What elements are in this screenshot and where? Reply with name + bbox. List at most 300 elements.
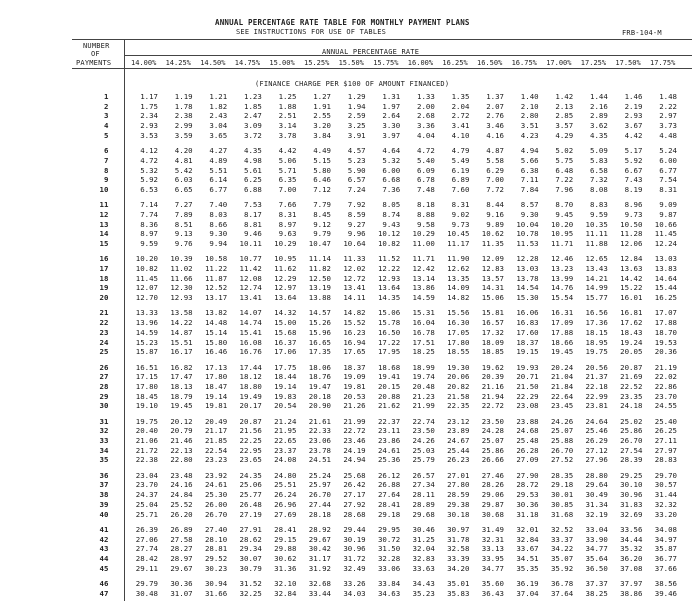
finance-charge-cell: 3.20 [313, 121, 331, 131]
finance-charge-cell: 12.84 [620, 254, 643, 264]
finance-charge-cell: 3.30 [382, 121, 401, 131]
finance-charge-cell: 13.41 [343, 283, 366, 293]
finance-charge-cell: 27.12 [585, 445, 608, 455]
finance-charge-cell: 27.92 [343, 499, 366, 509]
header-of-label: OF [91, 50, 100, 58]
finance-charge-cell: 24.94 [343, 455, 366, 465]
finance-charge-cell: 8.57 [520, 200, 539, 210]
finance-charge-cell: 30.79 [239, 563, 262, 573]
finance-charge-cell: 27.80 [447, 480, 470, 490]
finance-charge-cell: 26.66 [481, 455, 504, 465]
finance-charge-cell: 1.33 [417, 92, 435, 101]
finance-charge-cell: 4.48 [659, 130, 677, 140]
finance-charge-cell: 28.68 [343, 509, 366, 519]
finance-charge-cell: 3.53 [140, 130, 158, 140]
finance-charge-cell: 3.91 [347, 130, 366, 140]
finance-charge-cell: 35.32 [620, 544, 643, 554]
finance-charge-cell: 12.28 [516, 254, 539, 264]
finance-charge-cell: 1.27 [313, 92, 331, 101]
finance-charge-cell: 15.68 [274, 327, 297, 337]
finance-charge-cell: 9.12 [313, 219, 331, 229]
finance-charge-cell: 2.38 [174, 111, 193, 121]
finance-charge-cell: 18.09 [481, 337, 504, 347]
finance-charge-cell: 20.15 [377, 381, 401, 391]
header-bottom-rule [72, 68, 692, 69]
finance-charge-cell: 16.78 [412, 327, 435, 337]
finance-charge-cell: 12.74 [239, 283, 262, 293]
finance-charge-cell: 11.11 [585, 229, 608, 239]
finance-charge-cell: 28.83 [654, 455, 677, 465]
finance-charge-cell: 6.67 [624, 165, 643, 175]
finance-charge-cell: 24.61 [204, 480, 228, 490]
finance-charge-cell: 18.37 [516, 337, 539, 347]
finance-charge-cell: 8.31 [451, 200, 470, 210]
finance-charge-cell: 22.25 [239, 436, 262, 445]
table-row [0, 166, 700, 175]
finance-charge-cell: 27.91 [239, 524, 262, 534]
finance-charge-cell: 27.96 [585, 455, 608, 465]
finance-charge-cell: 19.45 [170, 401, 193, 411]
finance-charge-cell: 1.44 [590, 92, 608, 101]
finance-charge-cell: 9.09 [659, 200, 677, 210]
finance-charge-cell: 10.62 [481, 229, 504, 239]
finance-charge-cell: 10.95 [550, 229, 574, 239]
finance-charge-cell: 2.89 [590, 111, 608, 121]
payment-count: 45 [99, 563, 109, 573]
finance-charge-cell: 12.07 [135, 283, 158, 293]
finance-charge-cell: 4.35 [590, 130, 608, 140]
finance-charge-cell: 3.97 [382, 130, 401, 140]
finance-charge-cell: 3.59 [174, 130, 193, 140]
finance-charge-cell: 26.70 [620, 436, 643, 445]
table-row [0, 146, 700, 155]
finance-charge-cell: 19.24 [620, 337, 643, 347]
finance-charge-cell: 11.17 [447, 239, 470, 248]
finance-charge-cell: 7.36 [382, 184, 401, 194]
payment-count: 16 [99, 254, 109, 264]
finance-charge-cell: 13.83 [654, 264, 677, 273]
finance-charge-cell: 14.32 [274, 308, 297, 318]
finance-charge-cell: 27.58 [170, 534, 193, 544]
finance-charge-cell: 17.15 [135, 372, 158, 382]
finance-charge-cell: 35.35 [516, 563, 539, 573]
finance-charge-cell: 29.44 [343, 524, 366, 534]
table-row [0, 554, 700, 563]
finance-charge-cell: 23.23 [204, 455, 228, 465]
finance-charge-cell: 20.36 [654, 347, 677, 357]
finance-charge-cell: 20.54 [274, 401, 297, 411]
form-id: FRB-104-M [622, 29, 662, 37]
table-row [0, 500, 700, 509]
finance-charge-cell: 25.30 [204, 490, 228, 500]
finance-charge-cell: 4.35 [244, 146, 262, 156]
finance-charge-cell: 36.20 [620, 553, 643, 563]
finance-charge-cell: 35.60 [481, 578, 504, 588]
table-row [0, 102, 700, 111]
payment-count: 38 [99, 490, 109, 500]
finance-charge-cell: 8.70 [555, 200, 574, 210]
finance-charge-cell: 23.04 [135, 470, 158, 480]
finance-charge-cell: 9.02 [451, 209, 470, 219]
table-row [0, 392, 700, 401]
finance-charge-cell: 2.51 [278, 111, 297, 121]
finance-charge-cell: 13.96 [135, 318, 158, 328]
table-row [0, 200, 700, 209]
finance-charge-cell: 1.19 [174, 92, 193, 101]
finance-charge-cell: 9.59 [590, 209, 608, 219]
finance-charge-cell: 38.86 [620, 588, 643, 598]
finance-charge-cell: 21.19 [654, 362, 677, 372]
finance-charge-cell: 12.29 [274, 273, 297, 283]
finance-charge-cell: 22.64 [550, 391, 574, 401]
finance-charge-cell: 12.24 [654, 239, 677, 248]
finance-charge-cell: 16.31 [550, 308, 574, 318]
finance-charge-cell: 18.43 [620, 327, 643, 337]
finance-charge-cell: 18.12 [239, 372, 262, 382]
finance-charge-cell: 7.27 [174, 200, 193, 210]
finance-charge-cell: 26.29 [585, 436, 608, 445]
finance-charge-cell: 4.72 [140, 155, 158, 165]
payment-count: 21 [99, 308, 109, 318]
finance-charge-cell: 5.61 [244, 165, 262, 175]
finance-charge-cell: 4.79 [451, 146, 470, 156]
finance-charge-cell: 2.10 [520, 101, 539, 111]
finance-charge-cell: 23.78 [308, 445, 331, 455]
finance-charge-cell: 19.14 [274, 381, 297, 391]
finance-charge-cell: 16.56 [585, 308, 608, 318]
finance-charge-cell: 16.37 [274, 337, 297, 347]
finance-charge-cell: 10.29 [274, 239, 297, 248]
finance-charge-cell: 26.96 [274, 499, 297, 509]
finance-charge-cell: 32.83 [412, 553, 435, 563]
finance-charge-cell: 11.82 [308, 264, 331, 273]
finance-charge-cell: 24.51 [308, 455, 331, 465]
finance-charge-cell: 28.72 [516, 480, 539, 490]
finance-charge-cell: 25.36 [377, 455, 401, 465]
rate-header: 15.75% [373, 59, 399, 67]
finance-charge-cell: 14.21 [585, 273, 608, 283]
finance-charge-cell: 17.09 [550, 318, 574, 328]
finance-charge-cell: 28.59 [447, 490, 470, 500]
table-row [0, 264, 700, 273]
finance-charge-cell: 17.35 [308, 347, 331, 357]
finance-charge-cell: 4.20 [174, 146, 193, 156]
finance-charge-cell: 26.88 [377, 480, 401, 490]
finance-charge-cell: 5.15 [313, 155, 331, 165]
finance-charge-cell: 31.17 [308, 553, 331, 563]
finance-charge-cell: 2.16 [590, 101, 608, 111]
finance-charge-cell: 9.59 [140, 239, 158, 248]
payment-count: 35 [99, 455, 109, 465]
finance-charge-cell: 7.24 [347, 184, 366, 194]
finance-charge-cell: 8.36 [140, 219, 158, 229]
finance-charge-cell: 8.96 [624, 200, 643, 210]
finance-charge-cell: 22.74 [412, 416, 435, 426]
table-row [0, 564, 700, 573]
finance-charge-cell: 32.49 [343, 563, 366, 573]
finance-charge-cell: 25.51 [274, 480, 297, 490]
finance-charge-cell: 6.03 [174, 175, 193, 185]
finance-charge-cell: 31.07 [170, 588, 193, 598]
finance-charge-cell: 21.46 [170, 436, 193, 445]
finance-charge-cell: 20.24 [550, 362, 574, 372]
payment-count: 37 [99, 480, 109, 490]
finance-charge-cell: 35.23 [412, 588, 435, 598]
finance-charge-cell: 12.02 [343, 264, 366, 273]
finance-charge-cell: 8.59 [347, 209, 366, 219]
finance-charge-cell: 9.94 [209, 239, 228, 248]
finance-charge-cell: 27.69 [274, 509, 297, 519]
finance-charge-cell: 5.83 [590, 155, 608, 165]
table-row [0, 175, 700, 184]
finance-charge-cell: 31.83 [620, 499, 643, 509]
finance-charge-cell: 33.95 [481, 553, 504, 563]
finance-charge-cell: 28.18 [308, 509, 331, 519]
finance-charge-cell: 18.85 [481, 347, 504, 357]
finance-charge-cell: 20.17 [239, 401, 262, 411]
finance-charge-cell: 28.97 [170, 553, 193, 563]
finance-charge-cell: 8.44 [486, 200, 504, 210]
finance-charge-cell: 15.87 [135, 347, 158, 357]
finance-charge-cell: 15.06 [481, 293, 504, 303]
finance-charge-cell: 24.28 [481, 426, 504, 436]
finance-charge-cell: 18.55 [447, 347, 470, 357]
finance-charge-cell: 30.85 [550, 499, 574, 509]
finance-charge-cell: 20.05 [620, 347, 643, 357]
finance-charge-cell: 8.81 [244, 219, 262, 229]
finance-charge-cell: 14.82 [343, 308, 366, 318]
finance-charge-cell: 3.46 [486, 121, 504, 131]
finance-charge-cell: 30.01 [550, 490, 574, 500]
finance-charge-cell: 13.82 [204, 308, 228, 318]
finance-charge-cell: 24.08 [274, 455, 297, 465]
finance-charge-cell: 27.54 [620, 445, 643, 455]
finance-charge-cell: 21.62 [377, 401, 401, 411]
finance-charge-cell: 16.65 [308, 337, 331, 347]
finance-charge-cell: 34.63 [377, 588, 401, 598]
finance-charge-cell: 25.79 [412, 455, 435, 465]
finance-charge-cell: 28.62 [239, 534, 262, 544]
payment-count: 2 [104, 101, 109, 111]
payment-count: 22 [99, 318, 109, 328]
finance-charge-cell: 16.08 [239, 337, 262, 347]
finance-charge-cell: 17.75 [274, 362, 297, 372]
finance-charge-cell: 28.39 [620, 455, 643, 465]
finance-charge-cell: 2.80 [520, 111, 539, 121]
finance-charge-cell: 18.66 [550, 337, 574, 347]
finance-charge-cell: 27.64 [377, 490, 401, 500]
payment-count: 14 [99, 229, 109, 239]
finance-charge-cell: 3.65 [209, 130, 228, 140]
finance-charge-cell: 32.01 [516, 524, 539, 534]
finance-charge-cell: 28.26 [481, 480, 504, 490]
finance-charge-cell: 24.68 [516, 426, 539, 436]
finance-charge-cell: 29.11 [135, 563, 158, 573]
finance-charge-cell: 9.30 [209, 229, 228, 239]
finance-charge-cell: 10.11 [239, 239, 262, 248]
finance-charge-cell: 36.78 [550, 578, 574, 588]
finance-charge-cell: 23.50 [412, 426, 435, 436]
finance-charge-cell: 19.15 [516, 347, 539, 357]
finance-charge-cell: 18.45 [135, 391, 158, 401]
finance-charge-cell: 25.88 [550, 436, 574, 445]
finance-charge-cell: 6.00 [659, 155, 677, 165]
finance-charge-cell: 18.95 [585, 337, 608, 347]
payment-count: 44 [99, 553, 109, 563]
finance-charge-cell: 12.93 [170, 293, 193, 303]
finance-charge-cell: 21.50 [516, 381, 539, 391]
finance-charge-cell: 30.19 [343, 534, 366, 544]
finance-charge-cell: 19.83 [274, 391, 297, 401]
finance-charge-cell: 1.35 [451, 92, 470, 101]
finance-charge-cell: 26.12 [377, 470, 401, 480]
finance-charge-cell: 23.81 [585, 401, 608, 411]
payment-count: 41 [99, 524, 109, 534]
finance-charge-cell: 4.57 [347, 146, 366, 156]
finance-charge-cell: 26.20 [170, 509, 193, 519]
finance-charge-cell: 9.96 [347, 229, 366, 239]
table-row [0, 426, 700, 435]
finance-charge-cell: 13.23 [550, 264, 574, 273]
finance-charge-cell: 10.04 [516, 219, 539, 229]
finance-charge-cell: 30.97 [447, 524, 470, 534]
finance-charge-cell: 29.68 [412, 509, 435, 519]
payment-count: 24 [99, 337, 109, 347]
finance-charge-cell: 13.03 [516, 264, 539, 273]
finance-charge-cell: 29.88 [274, 544, 297, 554]
finance-charge-cell: 33.37 [550, 534, 574, 544]
finance-charge-cell: 9.16 [486, 209, 504, 219]
table-row [0, 220, 700, 229]
finance-charge-cell: 5.51 [209, 165, 228, 175]
finance-charge-cell: 7.40 [209, 200, 228, 210]
finance-charge-cell: 12.50 [308, 273, 331, 283]
finance-charge-cell: 4.64 [382, 146, 401, 156]
finance-charge-cell: 2.34 [140, 111, 158, 121]
finance-charge-cell: 17.47 [170, 372, 193, 382]
finance-charge-cell: 7.48 [417, 184, 435, 194]
finance-charge-cell: 34.97 [654, 534, 677, 544]
finance-charge-cell: 36.19 [516, 578, 539, 588]
table-row [0, 579, 700, 588]
finance-charge-cell: 5.17 [624, 146, 643, 156]
finance-charge-cell: 25.40 [654, 416, 677, 426]
finance-charge-cell: 17.36 [585, 318, 608, 328]
finance-charge-cell: 12.08 [239, 273, 262, 283]
finance-charge-cell: 2.68 [417, 111, 435, 121]
finance-charge-cell: 29.95 [377, 524, 401, 534]
finance-charge-cell: 20.06 [447, 372, 470, 382]
finance-charge-cell: 33.26 [343, 578, 366, 588]
finance-charge-cell: 16.23 [343, 327, 366, 337]
finance-charge-cell: 7.84 [520, 184, 539, 194]
payment-count: 11 [99, 200, 109, 210]
finance-charge-cell: 36.43 [481, 588, 504, 598]
finance-charge-cell: 10.35 [585, 219, 608, 229]
finance-charge-cell: 8.83 [590, 200, 608, 210]
finance-charge-cell: 13.78 [516, 273, 539, 283]
table-row [0, 185, 700, 194]
finance-charge-cell: 5.66 [520, 155, 539, 165]
finance-charge-cell: 30.49 [585, 490, 608, 500]
finance-charge-cell: 10.78 [516, 229, 539, 239]
finance-charge-cell: 2.93 [624, 111, 643, 121]
table-row [0, 239, 700, 248]
finance-charge-cell: 12.30 [170, 283, 193, 293]
finance-charge-cell: 20.82 [447, 381, 470, 391]
finance-charge-cell: 15.31 [412, 308, 435, 318]
finance-charge-cell: 30.23 [204, 563, 228, 573]
finance-charge-cell: 25.02 [620, 416, 643, 426]
finance-charge-cell: 16.82 [170, 362, 193, 372]
finance-charge-cell: 30.96 [343, 544, 366, 554]
finance-charge-cell: 5.92 [624, 155, 643, 165]
finance-charge-cell: 17.65 [343, 347, 366, 357]
finance-charge-cell: 22.80 [170, 455, 193, 465]
finance-charge-cell: 23.48 [170, 470, 193, 480]
finance-charge-cell: 26.23 [447, 455, 470, 465]
table-row [0, 490, 700, 499]
finance-charge-cell: 14.31 [481, 283, 504, 293]
finance-charge-cell: 10.39 [170, 254, 193, 264]
finance-charge-cell: 8.03 [209, 209, 228, 219]
finance-charge-cell: 19.30 [447, 362, 470, 372]
payment-count: 20 [99, 293, 109, 303]
finance-charge-cell: 19.45 [550, 347, 574, 357]
finance-charge-cell: 17.05 [447, 327, 470, 337]
finance-charge-cell: 13.17 [204, 293, 228, 303]
finance-charge-cell: 2.59 [347, 111, 366, 121]
payment-count: 46 [99, 578, 109, 588]
finance-charge-cell: 18.76 [308, 372, 331, 382]
finance-charge-cell: 16.51 [135, 362, 158, 372]
finance-charge-cell: 7.74 [140, 209, 158, 219]
finance-charge-cell: 31.52 [239, 578, 262, 588]
finance-charge-cell: 5.49 [451, 155, 470, 165]
finance-charge-cell: 8.31 [659, 184, 677, 194]
finance-charge-cell: 21.04 [550, 372, 574, 382]
finance-charge-cell: 30.94 [204, 578, 228, 588]
finance-charge-cell: 14.57 [308, 308, 331, 318]
finance-charge-cell: 25.04 [135, 499, 158, 509]
finance-charge-cell: 2.85 [555, 111, 574, 121]
finance-charge-cell: 15.77 [585, 293, 608, 303]
finance-charge-cell: 29.52 [204, 553, 228, 563]
finance-charge-cell: 35.07 [550, 553, 574, 563]
finance-charge-cell: 25.86 [620, 426, 643, 436]
finance-charge-cell: 12.62 [447, 264, 470, 273]
finance-charge-cell: 21.61 [308, 416, 331, 426]
finance-charge-cell: 31.18 [516, 509, 539, 519]
finance-charge-cell: 7.66 [278, 200, 297, 210]
finance-charge-cell: 13.33 [135, 308, 158, 318]
finance-charge-cell: 4.94 [520, 146, 539, 156]
table-row [0, 436, 700, 445]
header-apr-label: ANNUAL PERCENTAGE RATE [322, 48, 420, 56]
finance-charge-cell: 33.67 [516, 544, 539, 554]
table-row [0, 338, 700, 347]
finance-charge-cell: 7.79 [313, 200, 331, 210]
finance-charge-cell: 22.95 [239, 445, 262, 455]
finance-charge-cell: 1.25 [278, 92, 297, 101]
finance-charge-cell: 4.12 [140, 146, 158, 156]
finance-charge-cell: 20.79 [170, 426, 193, 436]
finance-charge-cell: 18.99 [412, 362, 435, 372]
finance-charge-cell: 8.97 [278, 219, 297, 229]
payment-count: 47 [99, 588, 109, 598]
finance-charge-cell: 9.87 [659, 209, 677, 219]
finance-charge-cell: 13.03 [654, 254, 677, 264]
